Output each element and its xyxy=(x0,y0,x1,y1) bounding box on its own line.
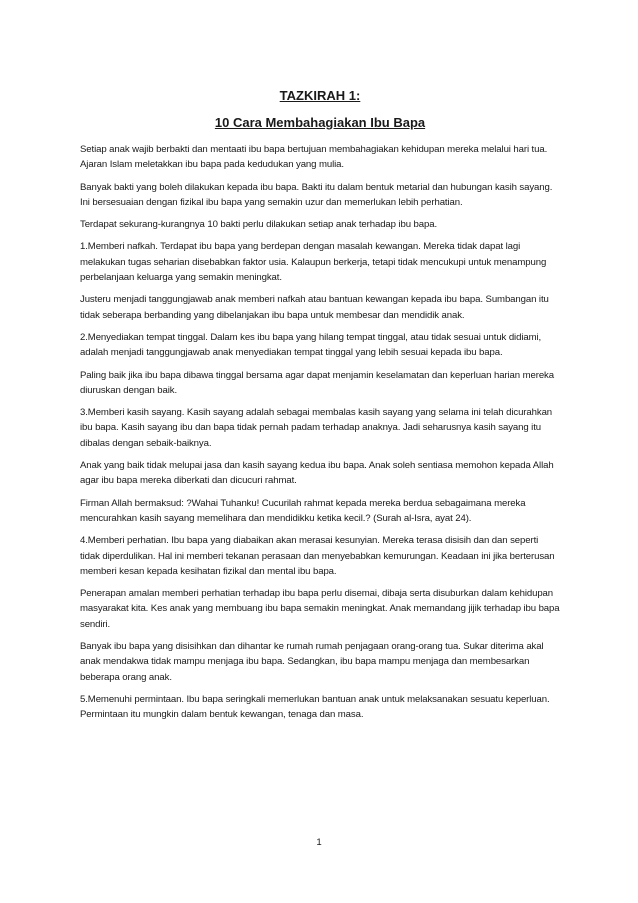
page-number: 1 xyxy=(316,837,322,848)
paragraph-ten-bakti: Terdapat sekurang-kurangnya 10 bakti perlu dilakukan setiap anak terhadap ibu bapa. xyxy=(80,219,438,231)
paragraph-point-1-detail: Justeru menjadi tanggungjawab anak memberi nafkah atau bantuan kewangan kepada ibu bapa. Sumbangan itu tidak seberapa berbanding yang dibelanjakan ibu bapa untuk membesar dan mendidik anak. xyxy=(80,294,549,321)
paragraph-point-1: 1.Memberi nafkah. Terdapat ibu bapa yang berdepan dengan masalah kewangan. Mereka tidak dapat lagi melakukan tugas seharian disebabkan faktor usia. Kalaupun berkerja, tetapi tidak mencukupi untuk menampung perbelanjaan keluarga yang semakin meningkat. xyxy=(80,241,547,284)
document-body xyxy=(80,88,560,730)
paragraph-point-4-extra: Banyak ibu bapa yang disisihkan dan dihantar ke rumah rumah penjagaan orang-orang tua. Sukar diterima akal anak mendakwa tidak mampu menjaga ibu bapa. Sedangkan, ibu bapa mampu menjaga dan membesarkan beberapa orang anak. xyxy=(80,641,544,683)
paragraph-point-3-detail: Anak yang baik tidak melupai jasa dan kasih sayang kedua ibu bapa. Anak soleh sentiasa memohon kepada Allah agar ibu bapa mereka diberkati dan dicucuri rahmat. xyxy=(80,460,554,487)
paragraph-bakti: Banyak bakti yang boleh dilakukan kepada ibu bapa. Bakti itu dalam bentuk metarial dan hubungan kasih sayang. Ini bersesuaian dengan fizikal ibu bapa yang semakin uzur dan memerlukan lebih perhatian. xyxy=(80,181,553,208)
paragraph-intro: Setiap anak wajib berbakti dan mentaati ibu bapa bertujuan membahagiakan kehidupan mereka melalui hari tua. Ajaran Islam meletakkan ibu bapa pada kedudukan yang mulia. xyxy=(80,144,548,171)
paragraph-point-5: 5.Memenuhi permintaan. Ibu bapa seringkali memerlukan bantuan anak untuk melaksanakan sesuatu keperluan. Permintaan itu mungkin dalam bentuk kewangan, tenaga dan masa. xyxy=(80,693,550,721)
paragraph-quran-quote: Firman Allah bermaksud: ?Wahai Tuhanku! Cucurilah rahmat kepada mereka berdua sebagaimana mereka mencurahkan kasih sayang memelihara dan mendidikku ketika kecil.? (Surah al-Isra, ayat 24). xyxy=(80,497,526,524)
document-title: 10 Cara Membahagiakan Ibu Bapa xyxy=(214,115,426,130)
paragraph-point-3: 3.Memberi kasih sayang. Kasih sayang adalah sebagai membalas kasih sayang yang selama ini telah dicurahkan ibu bapa. Kasih sayang ibu dan bapa tidak pernah padam terhadap anaknya. Jadi seharusnya kasih sayang itu dibalas dengan sebaik-baiknya. xyxy=(80,407,553,449)
document-heading-label: TAZKIRAH 1: xyxy=(279,88,361,103)
paragraph-point-4: 4.Memberi perhatian. Ibu bapa yang diabaikan akan merasai kesunyian. Mereka terasa disisih dan dan seperti tidak diperdulikan. Hal ini memberi tekanan perasaan dan menyebabkan kemurungan. Keadaan ini jika berterusan memberi kesan kepada kesihatan fizikal dan mental ibu bapa. xyxy=(80,535,555,577)
paragraph-point-2: 2.Menyediakan tempat tinggal. Dalam kes ibu bapa yang hilang tempat tinggal, atau tidak sesuai untuk didiami, adalah menjadi tanggungjawab anak menyediakan tempat tinggal yang lebih sesuai kepada ibu bapa. xyxy=(80,331,542,359)
paragraph-point-2-detail: Paling baik jika ibu bapa dibawa tinggal bersama agar dapat menjamin keselamatan dan keperluan harian mereka diuruskan dengan baik. xyxy=(80,369,554,396)
paragraph-point-4-detail: Penerapan amalan memberi perhatian terhadap ibu bapa perlu disemai, dibaja serta disuburkan dalam kehidupan masyarakat kita. Kes anak yang membuang ibu bapa semakin meningkat. Anak memandang jijik terhadap ibu bapa sendiri. xyxy=(80,588,560,630)
